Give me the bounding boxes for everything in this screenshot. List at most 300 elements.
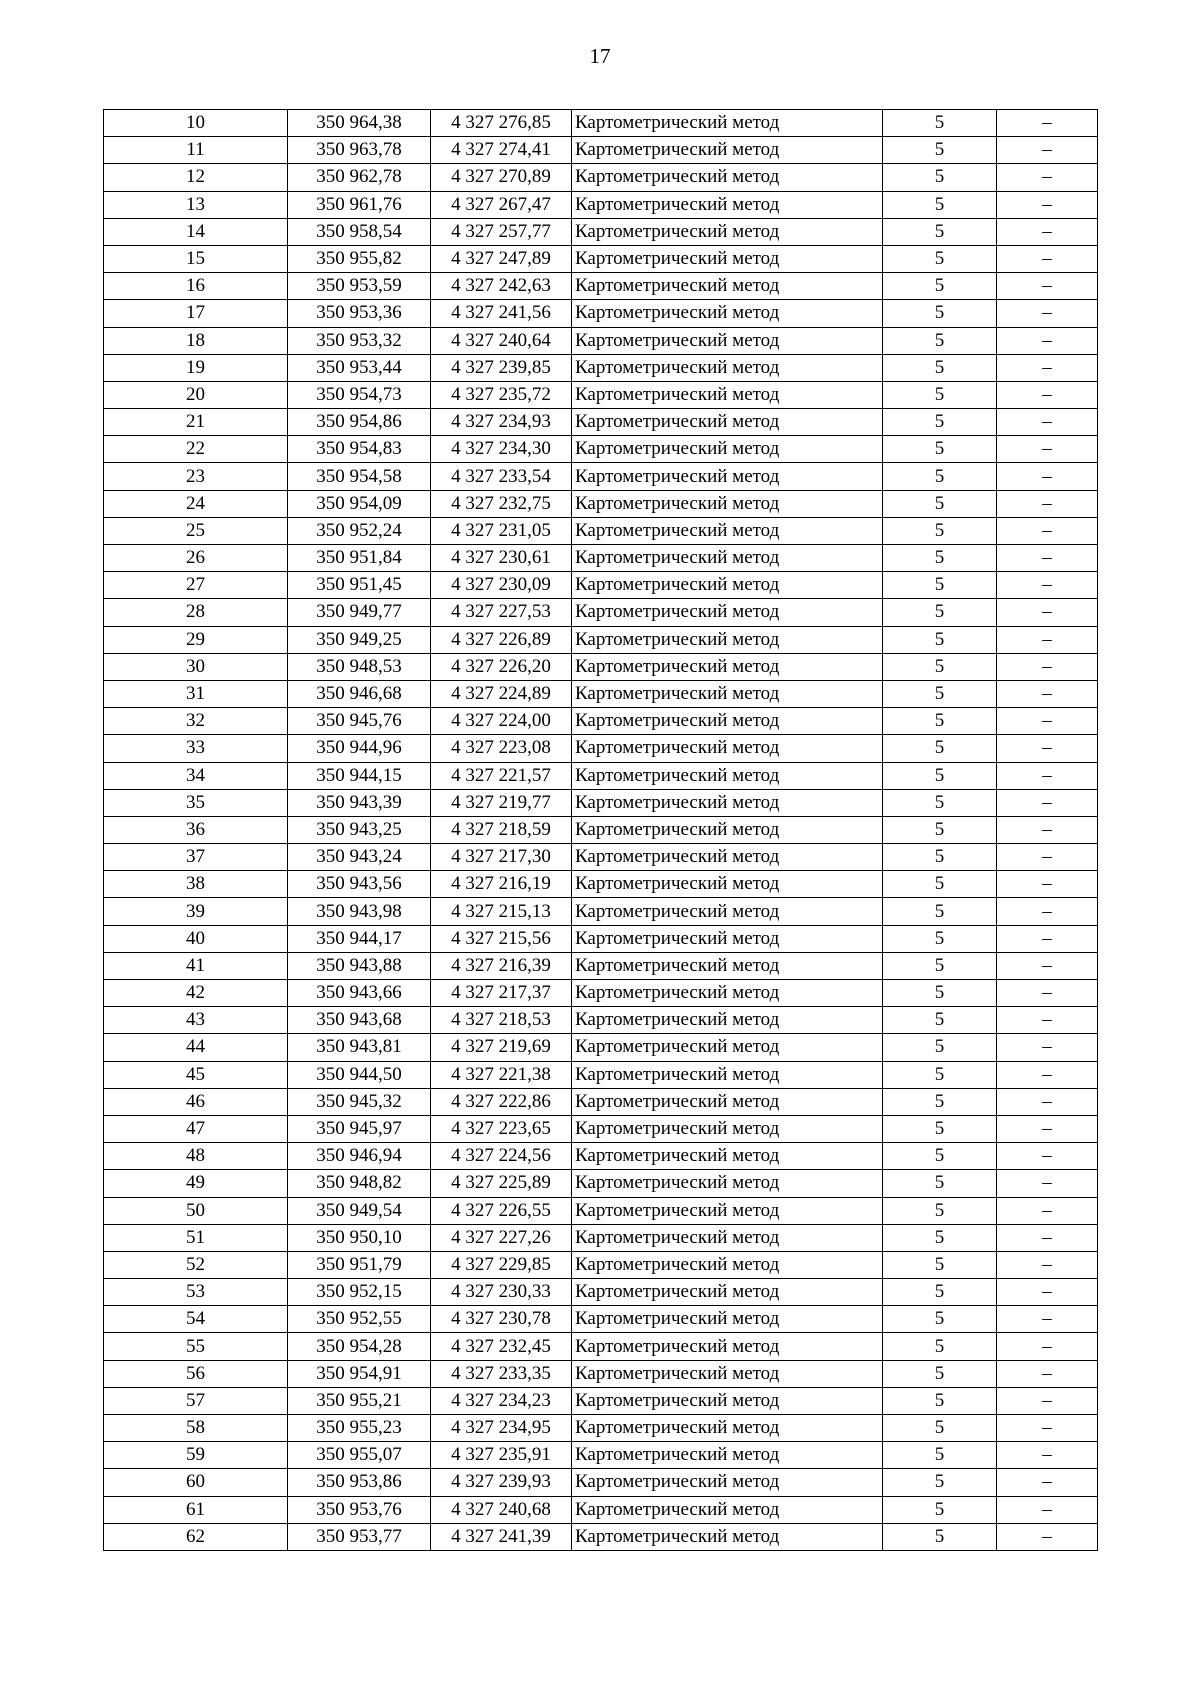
- accuracy-cell: 5: [883, 1306, 997, 1333]
- method-cell: Картометрический метод: [572, 137, 883, 164]
- coordinates-table: [103, 109, 1098, 1551]
- note-cell: –: [997, 1442, 1098, 1469]
- method-cell: Картометрический метод: [572, 1034, 883, 1061]
- table-row: [104, 1360, 1098, 1387]
- method-cell: Картометрический метод: [572, 789, 883, 816]
- point-number-cell: 38: [104, 871, 288, 898]
- note-cell: –: [997, 1170, 1098, 1197]
- table-row: [104, 381, 1098, 408]
- accuracy-cell: 5: [883, 925, 997, 952]
- note-cell: –: [997, 1387, 1098, 1414]
- coordinate-x-cell: 350 952,24: [288, 517, 431, 544]
- point-number-cell: 55: [104, 1333, 288, 1360]
- accuracy-cell: 5: [883, 137, 997, 164]
- method-cell: Картометрический метод: [572, 708, 883, 735]
- coordinate-y-cell: 4 327 224,00: [431, 708, 572, 735]
- note-cell: –: [997, 1061, 1098, 1088]
- coordinate-y-cell: 4 327 226,20: [431, 653, 572, 680]
- note-cell: –: [997, 1360, 1098, 1387]
- table-row: [104, 436, 1098, 463]
- point-number-cell: 44: [104, 1034, 288, 1061]
- coordinate-y-cell: 4 327 219,77: [431, 789, 572, 816]
- coordinate-x-cell: 350 954,09: [288, 490, 431, 517]
- method-cell: Картометрический метод: [572, 572, 883, 599]
- coordinate-y-cell: 4 327 232,45: [431, 1333, 572, 1360]
- coordinate-y-cell: 4 327 226,89: [431, 626, 572, 653]
- coordinate-y-cell: 4 327 239,85: [431, 354, 572, 381]
- accuracy-cell: 5: [883, 1279, 997, 1306]
- coordinate-y-cell: 4 327 240,68: [431, 1496, 572, 1523]
- note-cell: –: [997, 871, 1098, 898]
- accuracy-cell: 5: [883, 980, 997, 1007]
- accuracy-cell: 5: [883, 599, 997, 626]
- accuracy-cell: 5: [883, 1088, 997, 1115]
- note-cell: –: [997, 164, 1098, 191]
- note-cell: –: [997, 517, 1098, 544]
- method-cell: Картометрический метод: [572, 1007, 883, 1034]
- coordinate-y-cell: 4 327 221,57: [431, 762, 572, 789]
- method-cell: Картометрический метод: [572, 816, 883, 843]
- coordinate-y-cell: 4 327 229,85: [431, 1251, 572, 1278]
- note-cell: –: [997, 844, 1098, 871]
- coordinate-y-cell: 4 327 221,38: [431, 1061, 572, 1088]
- point-number-cell: 14: [104, 218, 288, 245]
- coordinate-y-cell: 4 327 257,77: [431, 218, 572, 245]
- table-row: [104, 1143, 1098, 1170]
- table-row: [104, 1007, 1098, 1034]
- note-cell: –: [997, 1088, 1098, 1115]
- table-row: [104, 980, 1098, 1007]
- coordinate-x-cell: 350 943,56: [288, 871, 431, 898]
- coordinate-x-cell: 350 949,54: [288, 1197, 431, 1224]
- accuracy-cell: 5: [883, 626, 997, 653]
- table-row: [104, 545, 1098, 572]
- coordinate-y-cell: 4 327 232,75: [431, 490, 572, 517]
- coordinate-y-cell: 4 327 230,09: [431, 572, 572, 599]
- coordinate-y-cell: 4 327 235,72: [431, 381, 572, 408]
- method-cell: Картометрический метод: [572, 1061, 883, 1088]
- coordinates-table-body: [104, 110, 1098, 1551]
- coordinate-y-cell: 4 327 247,89: [431, 245, 572, 272]
- coordinate-x-cell: 350 954,28: [288, 1333, 431, 1360]
- table-row: [104, 490, 1098, 517]
- point-number-cell: 30: [104, 653, 288, 680]
- accuracy-cell: 5: [883, 572, 997, 599]
- coordinate-x-cell: 350 951,45: [288, 572, 431, 599]
- point-number-cell: 34: [104, 762, 288, 789]
- method-cell: Картометрический метод: [572, 898, 883, 925]
- table-row: [104, 1496, 1098, 1523]
- table-row: [104, 735, 1098, 762]
- method-cell: Картометрический метод: [572, 1415, 883, 1442]
- method-cell: Картометрический метод: [572, 1523, 883, 1550]
- note-cell: –: [997, 1143, 1098, 1170]
- coordinate-y-cell: 4 327 215,56: [431, 925, 572, 952]
- point-number-cell: 49: [104, 1170, 288, 1197]
- point-number-cell: 51: [104, 1224, 288, 1251]
- table-row: [104, 1387, 1098, 1414]
- method-cell: Картометрический метод: [572, 191, 883, 218]
- method-cell: Картометрический метод: [572, 925, 883, 952]
- page-number: 17: [589, 44, 611, 68]
- point-number-cell: 17: [104, 300, 288, 327]
- coordinate-y-cell: 4 327 241,39: [431, 1523, 572, 1550]
- coordinate-x-cell: 350 953,77: [288, 1523, 431, 1550]
- coordinate-x-cell: 350 954,73: [288, 381, 431, 408]
- note-cell: –: [997, 1251, 1098, 1278]
- note-cell: –: [997, 436, 1098, 463]
- coordinate-y-cell: 4 327 218,59: [431, 816, 572, 843]
- method-cell: Картометрический метод: [572, 517, 883, 544]
- note-cell: –: [997, 300, 1098, 327]
- point-number-cell: 29: [104, 626, 288, 653]
- method-cell: Картометрический метод: [572, 680, 883, 707]
- method-cell: Картометрический метод: [572, 1306, 883, 1333]
- table-row: [104, 273, 1098, 300]
- coordinate-x-cell: 350 963,78: [288, 137, 431, 164]
- coordinate-y-cell: 4 327 227,53: [431, 599, 572, 626]
- table-row: [104, 137, 1098, 164]
- method-cell: Картометрический метод: [572, 1115, 883, 1142]
- point-number-cell: 36: [104, 816, 288, 843]
- method-cell: Картометрический метод: [572, 1442, 883, 1469]
- coordinate-y-cell: 4 327 233,35: [431, 1360, 572, 1387]
- table-row: [104, 1333, 1098, 1360]
- table-row: [104, 517, 1098, 544]
- point-number-cell: 27: [104, 572, 288, 599]
- point-number-cell: 28: [104, 599, 288, 626]
- accuracy-cell: 5: [883, 1224, 997, 1251]
- table-row: [104, 354, 1098, 381]
- note-cell: –: [997, 218, 1098, 245]
- method-cell: Картометрический метод: [572, 1469, 883, 1496]
- point-number-cell: 59: [104, 1442, 288, 1469]
- table-row: [104, 1224, 1098, 1251]
- accuracy-cell: 5: [883, 1360, 997, 1387]
- point-number-cell: 40: [104, 925, 288, 952]
- accuracy-cell: 5: [883, 762, 997, 789]
- coordinate-y-cell: 4 327 231,05: [431, 517, 572, 544]
- method-cell: Картометрический метод: [572, 327, 883, 354]
- note-cell: –: [997, 463, 1098, 490]
- point-number-cell: 54: [104, 1306, 288, 1333]
- note-cell: –: [997, 1197, 1098, 1224]
- accuracy-cell: 5: [883, 1251, 997, 1278]
- table-row: [104, 1251, 1098, 1278]
- table-row: [104, 708, 1098, 735]
- coordinate-y-cell: 4 327 274,41: [431, 137, 572, 164]
- coordinate-x-cell: 350 945,97: [288, 1115, 431, 1142]
- table-row: [104, 1442, 1098, 1469]
- method-cell: Картометрический метод: [572, 1251, 883, 1278]
- coordinate-x-cell: 350 943,24: [288, 844, 431, 871]
- coordinate-y-cell: 4 327 234,23: [431, 1387, 572, 1414]
- note-cell: –: [997, 572, 1098, 599]
- coordinate-x-cell: 350 943,68: [288, 1007, 431, 1034]
- note-cell: –: [997, 490, 1098, 517]
- coordinate-y-cell: 4 327 216,39: [431, 952, 572, 979]
- method-cell: Картометрический метод: [572, 762, 883, 789]
- point-number-cell: 10: [104, 110, 288, 137]
- coordinate-x-cell: 350 949,25: [288, 626, 431, 653]
- note-cell: –: [997, 354, 1098, 381]
- note-cell: –: [997, 1523, 1098, 1550]
- coordinate-y-cell: 4 327 235,91: [431, 1442, 572, 1469]
- coordinate-y-cell: 4 327 223,65: [431, 1115, 572, 1142]
- coordinate-y-cell: 4 327 223,08: [431, 735, 572, 762]
- coordinate-x-cell: 350 943,66: [288, 980, 431, 1007]
- coordinate-x-cell: 350 946,68: [288, 680, 431, 707]
- point-number-cell: 11: [104, 137, 288, 164]
- coordinate-x-cell: 350 953,76: [288, 1496, 431, 1523]
- table-row: [104, 925, 1098, 952]
- coordinate-x-cell: 350 944,17: [288, 925, 431, 952]
- coordinate-y-cell: 4 327 239,93: [431, 1469, 572, 1496]
- point-number-cell: 31: [104, 680, 288, 707]
- coordinate-x-cell: 350 944,50: [288, 1061, 431, 1088]
- note-cell: –: [997, 1007, 1098, 1034]
- accuracy-cell: 5: [883, 871, 997, 898]
- table-row: [104, 1061, 1098, 1088]
- accuracy-cell: 5: [883, 545, 997, 572]
- coordinate-y-cell: 4 327 233,54: [431, 463, 572, 490]
- note-cell: –: [997, 327, 1098, 354]
- accuracy-cell: 5: [883, 191, 997, 218]
- accuracy-cell: 5: [883, 1197, 997, 1224]
- point-number-cell: 24: [104, 490, 288, 517]
- accuracy-cell: 5: [883, 409, 997, 436]
- note-cell: –: [997, 545, 1098, 572]
- coordinate-x-cell: 350 955,23: [288, 1415, 431, 1442]
- point-number-cell: 60: [104, 1469, 288, 1496]
- accuracy-cell: 5: [883, 164, 997, 191]
- point-number-cell: 13: [104, 191, 288, 218]
- coordinate-x-cell: 350 964,38: [288, 110, 431, 137]
- coordinate-y-cell: 4 327 217,37: [431, 980, 572, 1007]
- coordinate-y-cell: 4 327 224,56: [431, 1143, 572, 1170]
- coordinate-y-cell: 4 327 276,85: [431, 110, 572, 137]
- coordinate-x-cell: 350 948,53: [288, 653, 431, 680]
- point-number-cell: 39: [104, 898, 288, 925]
- table-row: [104, 680, 1098, 707]
- point-number-cell: 43: [104, 1007, 288, 1034]
- coordinate-y-cell: 4 327 216,19: [431, 871, 572, 898]
- table-row: [104, 327, 1098, 354]
- coordinate-x-cell: 350 949,77: [288, 599, 431, 626]
- accuracy-cell: 5: [883, 680, 997, 707]
- point-number-cell: 15: [104, 245, 288, 272]
- note-cell: –: [997, 110, 1098, 137]
- table-row: [104, 1469, 1098, 1496]
- method-cell: Картометрический метод: [572, 980, 883, 1007]
- coordinate-y-cell: 4 327 270,89: [431, 164, 572, 191]
- coordinate-x-cell: 350 943,88: [288, 952, 431, 979]
- table-row: [104, 1523, 1098, 1550]
- accuracy-cell: 5: [883, 381, 997, 408]
- note-cell: –: [997, 653, 1098, 680]
- point-number-cell: 37: [104, 844, 288, 871]
- coordinate-y-cell: 4 327 226,55: [431, 1197, 572, 1224]
- accuracy-cell: 5: [883, 300, 997, 327]
- coordinate-x-cell: 350 944,15: [288, 762, 431, 789]
- accuracy-cell: 5: [883, 1442, 997, 1469]
- point-number-cell: 58: [104, 1415, 288, 1442]
- point-number-cell: 25: [104, 517, 288, 544]
- note-cell: –: [997, 245, 1098, 272]
- note-cell: –: [997, 789, 1098, 816]
- accuracy-cell: 5: [883, 1333, 997, 1360]
- table-row: [104, 191, 1098, 218]
- table-row: [104, 110, 1098, 137]
- coordinate-y-cell: 4 327 230,61: [431, 545, 572, 572]
- table-row: [104, 952, 1098, 979]
- method-cell: Картометрический метод: [572, 300, 883, 327]
- table-row: [104, 1197, 1098, 1224]
- table-row: [104, 463, 1098, 490]
- table-row: [104, 1115, 1098, 1142]
- table-row: [104, 626, 1098, 653]
- table-row: [104, 898, 1098, 925]
- coordinate-x-cell: 350 943,98: [288, 898, 431, 925]
- table-row: [104, 816, 1098, 843]
- coordinate-x-cell: 350 962,78: [288, 164, 431, 191]
- point-number-cell: 53: [104, 1279, 288, 1306]
- accuracy-cell: 5: [883, 1415, 997, 1442]
- point-number-cell: 50: [104, 1197, 288, 1224]
- accuracy-cell: 5: [883, 1387, 997, 1414]
- note-cell: –: [997, 273, 1098, 300]
- point-number-cell: 48: [104, 1143, 288, 1170]
- coordinate-x-cell: 350 954,91: [288, 1360, 431, 1387]
- point-number-cell: 62: [104, 1523, 288, 1550]
- table-row: [104, 1034, 1098, 1061]
- coordinate-x-cell: 350 943,25: [288, 816, 431, 843]
- coordinate-x-cell: 350 946,94: [288, 1143, 431, 1170]
- point-number-cell: 56: [104, 1360, 288, 1387]
- table-row: [104, 599, 1098, 626]
- accuracy-cell: 5: [883, 1034, 997, 1061]
- method-cell: Картометрический метод: [572, 952, 883, 979]
- method-cell: Картометрический метод: [572, 1170, 883, 1197]
- coordinate-x-cell: 350 953,36: [288, 300, 431, 327]
- method-cell: Картометрический метод: [572, 381, 883, 408]
- accuracy-cell: 5: [883, 490, 997, 517]
- note-cell: –: [997, 409, 1098, 436]
- table-row: [104, 789, 1098, 816]
- method-cell: Картометрический метод: [572, 735, 883, 762]
- point-number-cell: 26: [104, 545, 288, 572]
- coordinate-x-cell: 350 953,86: [288, 1469, 431, 1496]
- table-row: [104, 245, 1098, 272]
- accuracy-cell: 5: [883, 245, 997, 272]
- note-cell: –: [997, 381, 1098, 408]
- point-number-cell: 47: [104, 1115, 288, 1142]
- note-cell: –: [997, 816, 1098, 843]
- method-cell: Картометрический метод: [572, 1333, 883, 1360]
- accuracy-cell: 5: [883, 1115, 997, 1142]
- point-number-cell: 21: [104, 409, 288, 436]
- method-cell: Картометрический метод: [572, 164, 883, 191]
- coordinate-y-cell: 4 327 217,30: [431, 844, 572, 871]
- note-cell: –: [997, 762, 1098, 789]
- coordinate-x-cell: 350 954,83: [288, 436, 431, 463]
- note-cell: –: [997, 1279, 1098, 1306]
- coordinate-x-cell: 350 952,55: [288, 1306, 431, 1333]
- coordinate-y-cell: 4 327 215,13: [431, 898, 572, 925]
- coordinate-y-cell: 4 327 225,89: [431, 1170, 572, 1197]
- note-cell: –: [997, 137, 1098, 164]
- point-number-cell: 52: [104, 1251, 288, 1278]
- method-cell: Картометрический метод: [572, 245, 883, 272]
- coordinate-y-cell: 4 327 224,89: [431, 680, 572, 707]
- method-cell: Картометрический метод: [572, 463, 883, 490]
- method-cell: Картометрический метод: [572, 599, 883, 626]
- coordinate-y-cell: 4 327 222,86: [431, 1088, 572, 1115]
- method-cell: Картометрический метод: [572, 409, 883, 436]
- note-cell: –: [997, 1415, 1098, 1442]
- table-row: [104, 218, 1098, 245]
- point-number-cell: 22: [104, 436, 288, 463]
- coordinate-x-cell: 350 955,07: [288, 1442, 431, 1469]
- accuracy-cell: 5: [883, 952, 997, 979]
- accuracy-cell: 5: [883, 789, 997, 816]
- accuracy-cell: 5: [883, 708, 997, 735]
- note-cell: –: [997, 191, 1098, 218]
- coordinate-y-cell: 4 327 267,47: [431, 191, 572, 218]
- coordinate-x-cell: 350 950,10: [288, 1224, 431, 1251]
- table-row: [104, 1170, 1098, 1197]
- method-cell: Картометрический метод: [572, 1387, 883, 1414]
- accuracy-cell: 5: [883, 517, 997, 544]
- point-number-cell: 45: [104, 1061, 288, 1088]
- table-row: [104, 409, 1098, 436]
- note-cell: –: [997, 980, 1098, 1007]
- coordinate-x-cell: 350 943,81: [288, 1034, 431, 1061]
- note-cell: –: [997, 1469, 1098, 1496]
- accuracy-cell: 5: [883, 354, 997, 381]
- coordinate-y-cell: 4 327 234,95: [431, 1415, 572, 1442]
- coordinate-x-cell: 350 952,15: [288, 1279, 431, 1306]
- point-number-cell: 23: [104, 463, 288, 490]
- accuracy-cell: 5: [883, 1061, 997, 1088]
- accuracy-cell: 5: [883, 327, 997, 354]
- note-cell: –: [997, 708, 1098, 735]
- coordinate-y-cell: 4 327 241,56: [431, 300, 572, 327]
- method-cell: Картометрический метод: [572, 626, 883, 653]
- table-row: [104, 871, 1098, 898]
- table-row: [104, 164, 1098, 191]
- point-number-cell: 57: [104, 1387, 288, 1414]
- point-number-cell: 35: [104, 789, 288, 816]
- coordinate-x-cell: 350 961,76: [288, 191, 431, 218]
- coordinate-x-cell: 350 954,58: [288, 463, 431, 490]
- method-cell: Картометрический метод: [572, 1088, 883, 1115]
- point-number-cell: 42: [104, 980, 288, 1007]
- accuracy-cell: 5: [883, 218, 997, 245]
- coordinate-y-cell: 4 327 240,64: [431, 327, 572, 354]
- table-row: [104, 1279, 1098, 1306]
- note-cell: –: [997, 1115, 1098, 1142]
- coordinate-x-cell: 350 955,82: [288, 245, 431, 272]
- accuracy-cell: 5: [883, 273, 997, 300]
- note-cell: –: [997, 599, 1098, 626]
- method-cell: Картометрический метод: [572, 1143, 883, 1170]
- coordinate-y-cell: 4 327 242,63: [431, 273, 572, 300]
- coordinate-y-cell: 4 327 230,78: [431, 1306, 572, 1333]
- point-number-cell: 41: [104, 952, 288, 979]
- note-cell: –: [997, 680, 1098, 707]
- table-row: [104, 300, 1098, 327]
